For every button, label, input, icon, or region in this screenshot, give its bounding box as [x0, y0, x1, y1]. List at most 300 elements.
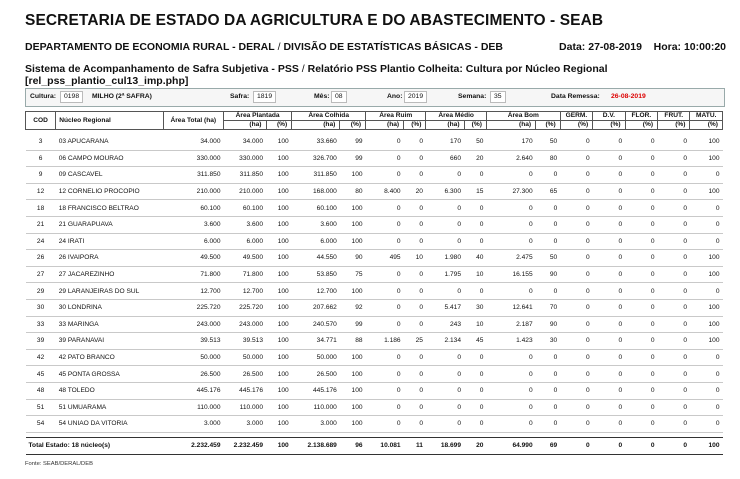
cell-value: 100: [266, 250, 292, 267]
cell-value: 16.155: [486, 266, 535, 283]
col-nucleo: Núcleo Regional: [56, 112, 163, 130]
subcol-pct: (%): [625, 121, 657, 130]
cell-value: 225.720: [163, 299, 223, 316]
cell-cod: 33: [26, 316, 56, 333]
cell-value: 100: [266, 200, 292, 217]
table-row: [26, 283, 723, 300]
cell-value: 0: [426, 283, 464, 300]
cell-value: 15: [464, 183, 486, 200]
cell-cod: 21: [26, 216, 56, 233]
cell-value: 0: [658, 333, 690, 350]
subcol-pct: (%): [404, 121, 426, 130]
table-row: [26, 333, 723, 350]
cell-value: 60.100: [292, 200, 340, 217]
cell-value: 0: [366, 233, 404, 250]
cell-value: 6.000: [224, 233, 267, 250]
cell-value: 0: [366, 316, 404, 333]
cell-nucleo: 27 JACAREZINHO: [56, 266, 163, 283]
cell-cod: 9: [26, 167, 56, 184]
cultura-name: MILHO (2ª SAFRA): [92, 93, 152, 100]
cell-value: 90: [536, 266, 561, 283]
cell-value: 44.550: [292, 250, 340, 267]
cell-value: 243.000: [163, 316, 223, 333]
safra-value: 1819: [253, 91, 276, 103]
cell-value: 0: [366, 150, 404, 167]
cell-cod: 39: [26, 333, 56, 350]
cell-value: 3.600: [292, 216, 340, 233]
cell-value: 1.186: [366, 333, 404, 350]
cell-value: 3.000: [224, 416, 267, 433]
subcol-pct: (%): [464, 121, 486, 130]
cell-cod: 18: [26, 200, 56, 217]
cell-value: 30: [464, 299, 486, 316]
cell-value: 100: [266, 416, 292, 433]
cell-value: 0: [593, 382, 625, 399]
cell-cod: 24: [26, 233, 56, 250]
cell-value: 0: [426, 200, 464, 217]
cell-value: 0: [625, 167, 657, 184]
cell-value: 20: [404, 183, 426, 200]
cell-value: 60.100: [163, 200, 223, 217]
cell-value: 0: [593, 200, 625, 217]
cell-value: 0: [404, 167, 426, 184]
cell-value: 0: [690, 200, 723, 217]
cell-value: 240.570: [292, 316, 340, 333]
cell-cod: 29: [26, 283, 56, 300]
system-separator: /: [298, 63, 308, 75]
cell-value: 0: [560, 134, 592, 150]
total-row: [26, 437, 723, 454]
cell-value: 34.000: [224, 134, 267, 150]
subcol-pct: (%): [690, 121, 723, 130]
cell-value: 80: [340, 183, 366, 200]
remessa-value: 26-08-2019: [611, 93, 646, 100]
total-value: 64.990: [486, 437, 535, 454]
cell-value: 0: [593, 366, 625, 383]
cell-value: 170: [486, 134, 535, 150]
cell-nucleo: 45 PONTA GROSSA: [56, 366, 163, 383]
col-cod: COD: [26, 112, 56, 130]
cell-value: 0: [625, 233, 657, 250]
total-value: 11: [404, 437, 426, 454]
cell-value: 0: [464, 233, 486, 250]
report-subtitle: [25, 63, 740, 87]
cell-value: 50.000: [224, 349, 267, 366]
cell-value: 50: [536, 134, 561, 150]
cell-value: 8.400: [366, 183, 404, 200]
col-matu: MATU.: [690, 112, 723, 121]
cell-value: 0: [404, 366, 426, 383]
cell-value: 0: [486, 167, 535, 184]
ano-label: Ano:: [387, 93, 403, 100]
table-row: [26, 216, 723, 233]
cell-value: 3.600: [224, 216, 267, 233]
cell-value: 0: [404, 200, 426, 217]
cell-value: 1.795: [426, 266, 464, 283]
cell-nucleo: 33 MARINGA: [56, 316, 163, 333]
cell-value: 0: [366, 134, 404, 150]
cell-value: 0: [593, 333, 625, 350]
cell-value: 100: [266, 366, 292, 383]
cell-value: 0: [625, 349, 657, 366]
cell-nucleo: 39 PARANAVAI: [56, 333, 163, 350]
cell-value: 311.850: [163, 167, 223, 184]
col-germ: GERM.: [560, 112, 592, 121]
cell-value: 0: [690, 349, 723, 366]
cell-value: 100: [266, 382, 292, 399]
cell-value: 12.700: [163, 283, 223, 300]
cell-value: 0: [690, 382, 723, 399]
table-row: [26, 366, 723, 383]
cell-value: 0: [658, 183, 690, 200]
cell-value: 110.000: [224, 399, 267, 416]
cell-value: 100: [690, 333, 723, 350]
cell-value: 0: [464, 399, 486, 416]
cell-value: 3.600: [163, 216, 223, 233]
cell-value: 100: [340, 216, 366, 233]
table-row: [26, 250, 723, 267]
date-time: [559, 41, 726, 53]
semana-label: Semana:: [458, 93, 487, 100]
cell-value: 5.417: [426, 299, 464, 316]
cell-value: 0: [560, 399, 592, 416]
total-label: Total Estado: 18 núcleo(s): [26, 437, 164, 454]
cell-value: 88: [340, 333, 366, 350]
cell-value: 71.800: [163, 266, 223, 283]
cell-value: 53.850: [292, 266, 340, 283]
col-area-total: Área Total (ha): [163, 112, 223, 130]
cell-value: 0: [486, 399, 535, 416]
cell-value: 3.000: [163, 416, 223, 433]
ano-value: 2019: [404, 91, 427, 103]
cell-value: 0: [560, 349, 592, 366]
cell-value: 0: [593, 416, 625, 433]
total-value: 0: [560, 437, 592, 454]
cell-value: 70: [536, 299, 561, 316]
cell-value: 0: [560, 183, 592, 200]
cell-value: 170: [426, 134, 464, 150]
cell-value: 0: [426, 366, 464, 383]
cell-value: 100: [266, 349, 292, 366]
cell-value: 0: [593, 299, 625, 316]
cell-value: 0: [560, 382, 592, 399]
total-value: 100: [266, 437, 292, 454]
total-value: 96: [340, 437, 366, 454]
cell-value: 100: [690, 266, 723, 283]
cell-value: 99: [340, 150, 366, 167]
department-separator: /: [274, 41, 284, 53]
subcol-ha: (ha): [426, 121, 464, 130]
cell-value: 168.000: [292, 183, 340, 200]
cell-value: 0: [625, 333, 657, 350]
cell-value: 0: [690, 233, 723, 250]
cell-value: 0: [658, 299, 690, 316]
cell-value: 60.100: [224, 200, 267, 217]
cell-value: 100: [340, 382, 366, 399]
cell-value: 6.000: [292, 233, 340, 250]
cell-cod: 6: [26, 150, 56, 167]
cell-value: 0: [560, 250, 592, 267]
report-code: [rel_pss_plantio_cul13_imp.php]: [25, 75, 189, 87]
cell-value: 0: [536, 233, 561, 250]
cell-value: 0: [658, 167, 690, 184]
cell-value: 6.300: [426, 183, 464, 200]
cell-value: 0: [593, 233, 625, 250]
cell-value: 100: [266, 134, 292, 150]
cell-nucleo: 03 APUCARANA: [56, 134, 163, 150]
cell-value: 0: [404, 134, 426, 150]
cell-value: 330.000: [163, 150, 223, 167]
total-value: 2.138.689: [292, 437, 340, 454]
cell-nucleo: 18 FRANCISCO BELTRAO: [56, 200, 163, 217]
cell-value: 12.700: [292, 283, 340, 300]
col-frut: FRUT.: [658, 112, 690, 121]
cell-value: 0: [404, 299, 426, 316]
cell-value: 0: [560, 266, 592, 283]
cell-value: 0: [464, 366, 486, 383]
cell-nucleo: 48 TOLEDO: [56, 382, 163, 399]
date-label: Data:: [559, 41, 586, 53]
subcol-pct: (%): [266, 121, 292, 130]
table-row: [26, 316, 723, 333]
cell-value: 100: [690, 316, 723, 333]
cell-value: 0: [464, 349, 486, 366]
cell-value: 100: [266, 167, 292, 184]
cell-value: 50: [536, 250, 561, 267]
cell-value: 0: [690, 366, 723, 383]
total-value: 20: [464, 437, 486, 454]
cell-value: 0: [560, 167, 592, 184]
cell-value: 92: [340, 299, 366, 316]
cell-value: 0: [404, 150, 426, 167]
cell-value: 100: [266, 233, 292, 250]
cell-value: 0: [690, 399, 723, 416]
cell-value: 49.500: [163, 250, 223, 267]
cell-value: 0: [560, 283, 592, 300]
cell-value: 90: [340, 250, 366, 267]
cell-value: 330.000: [224, 150, 267, 167]
hour-value: 10:00:20: [683, 41, 726, 53]
cell-value: 100: [690, 299, 723, 316]
total-value: 0: [658, 437, 690, 454]
department-line: [25, 41, 503, 53]
cell-value: 0: [366, 167, 404, 184]
cell-value: 100: [266, 399, 292, 416]
cell-value: 100: [340, 399, 366, 416]
cell-value: 33.660: [292, 134, 340, 150]
cell-value: 20: [464, 150, 486, 167]
cell-value: 50.000: [292, 349, 340, 366]
cell-value: 495: [366, 250, 404, 267]
table-row: [26, 233, 723, 250]
cell-value: 0: [593, 349, 625, 366]
cell-value: 100: [340, 200, 366, 217]
cell-value: 207.662: [292, 299, 340, 316]
cell-value: 445.176: [292, 382, 340, 399]
cell-value: 40: [464, 250, 486, 267]
cell-value: 311.850: [224, 167, 267, 184]
cell-value: 0: [536, 399, 561, 416]
total-value: 0: [625, 437, 657, 454]
cell-cod: 51: [26, 399, 56, 416]
col-flor: FLOR.: [625, 112, 657, 121]
total-value: 18.699: [426, 437, 464, 454]
cell-value: 0: [658, 200, 690, 217]
table-row: [26, 183, 723, 200]
cell-value: 0: [366, 299, 404, 316]
subcol-ha: (ha): [366, 121, 404, 130]
total-value: 2.232.459: [224, 437, 267, 454]
cell-value: 0: [625, 366, 657, 383]
cell-value: 0: [658, 266, 690, 283]
date-value: 27-08-2019: [588, 41, 642, 53]
subcol-ha: (ha): [224, 121, 267, 130]
cell-value: 243: [426, 316, 464, 333]
mes-value: 08: [331, 91, 347, 103]
cell-value: 0: [625, 266, 657, 283]
cell-value: 0: [486, 366, 535, 383]
cell-value: 0: [404, 316, 426, 333]
cell-value: 0: [658, 150, 690, 167]
cell-value: 0: [426, 416, 464, 433]
cell-value: 100: [690, 250, 723, 267]
subcol-pct: (%): [536, 121, 561, 130]
cell-value: 0: [426, 399, 464, 416]
cell-value: 0: [404, 349, 426, 366]
cultura-code: 0198: [60, 91, 83, 103]
cell-value: 12.700: [224, 283, 267, 300]
cell-value: 0: [366, 349, 404, 366]
cell-value: 0: [625, 283, 657, 300]
cell-value: 100: [690, 183, 723, 200]
subcol-pct: (%): [340, 121, 366, 130]
cell-value: 0: [560, 316, 592, 333]
cell-value: 71.800: [224, 266, 267, 283]
cell-value: 0: [366, 366, 404, 383]
cell-value: 100: [340, 167, 366, 184]
cell-value: 0: [593, 134, 625, 150]
cell-value: 0: [625, 200, 657, 217]
col-ruim: Área Ruim: [366, 112, 426, 121]
table-row: [26, 416, 723, 433]
cell-cod: 45: [26, 366, 56, 383]
cell-value: 3.000: [292, 416, 340, 433]
cell-value: 0: [536, 366, 561, 383]
cell-value: 660: [426, 150, 464, 167]
cell-value: 0: [536, 200, 561, 217]
cell-value: 0: [486, 382, 535, 399]
cell-value: 100: [266, 183, 292, 200]
cell-value: 0: [486, 200, 535, 217]
cell-value: 0: [690, 416, 723, 433]
cell-value: 100: [266, 316, 292, 333]
cell-value: 0: [486, 283, 535, 300]
cell-value: 100: [266, 216, 292, 233]
table-row: [26, 349, 723, 366]
cell-value: 0: [486, 216, 535, 233]
cell-value: 50: [464, 134, 486, 150]
system-name: Sistema de Acompanhamento de Safra Subjetiva - PSS: [25, 63, 299, 75]
cell-nucleo: 24 IRATI: [56, 233, 163, 250]
cell-nucleo: 29 LARANJEIRAS DO SUL: [56, 283, 163, 300]
cell-value: 0: [560, 299, 592, 316]
cell-value: 0: [593, 316, 625, 333]
cell-value: 0: [593, 283, 625, 300]
total-value: 10.081: [366, 437, 404, 454]
cell-cod: 12: [26, 183, 56, 200]
cell-value: 0: [464, 200, 486, 217]
cell-value: 0: [404, 216, 426, 233]
cell-value: 0: [426, 233, 464, 250]
table-row: [26, 150, 723, 167]
cell-value: 110.000: [163, 399, 223, 416]
cell-nucleo: 51 UMUARAMA: [56, 399, 163, 416]
cell-value: 0: [560, 150, 592, 167]
subcol-ha: (ha): [486, 121, 535, 130]
cell-value: 0: [366, 382, 404, 399]
cell-value: 0: [404, 233, 426, 250]
cell-value: 445.176: [163, 382, 223, 399]
department-name: DEPARTAMENTO DE ECONOMIA RURAL - DERAL: [25, 41, 275, 53]
cell-value: 100: [690, 150, 723, 167]
cell-value: 0: [404, 266, 426, 283]
cell-nucleo: 06 CAMPO MOURAO: [56, 150, 163, 167]
cell-nucleo: 26 IVAIPORA: [56, 250, 163, 267]
cell-value: 0: [426, 349, 464, 366]
cell-value: 0: [658, 134, 690, 150]
subcol-pct: (%): [560, 121, 592, 130]
cell-value: 65: [536, 183, 561, 200]
cell-value: 0: [486, 416, 535, 433]
cell-value: 0: [426, 382, 464, 399]
cell-nucleo: 09 CASCAVEL: [56, 167, 163, 184]
cultura-label: Cultura:: [30, 93, 57, 100]
cell-value: 243.000: [224, 316, 267, 333]
cell-value: 0: [625, 299, 657, 316]
cell-value: 0: [536, 283, 561, 300]
cell-value: 110.000: [292, 399, 340, 416]
cell-value: 0: [625, 150, 657, 167]
cell-value: 100: [340, 233, 366, 250]
cell-value: 225.720: [224, 299, 267, 316]
cell-nucleo: 30 LONDRINA: [56, 299, 163, 316]
cell-value: 25: [404, 333, 426, 350]
cell-value: 0: [658, 416, 690, 433]
cell-value: 99: [340, 316, 366, 333]
table-row: [26, 134, 723, 150]
col-dv: D.V.: [593, 112, 625, 121]
cell-nucleo: 42 PATO BRANCO: [56, 349, 163, 366]
cell-value: 326.700: [292, 150, 340, 167]
cell-value: 210.000: [224, 183, 267, 200]
cell-value: 0: [658, 399, 690, 416]
cell-value: 39.513: [163, 333, 223, 350]
cell-value: 0: [464, 216, 486, 233]
cell-value: 100: [340, 349, 366, 366]
cell-value: 27.300: [486, 183, 535, 200]
cell-value: 0: [464, 283, 486, 300]
cell-value: 0: [404, 416, 426, 433]
cell-value: 2.187: [486, 316, 535, 333]
cell-value: 100: [266, 333, 292, 350]
cell-value: 2.475: [486, 250, 535, 267]
cell-cod: 48: [26, 382, 56, 399]
cell-value: 0: [486, 349, 535, 366]
remessa-label: Data Remessa:: [551, 93, 600, 100]
cell-value: 0: [366, 416, 404, 433]
cell-value: 30: [536, 333, 561, 350]
cell-cod: 42: [26, 349, 56, 366]
